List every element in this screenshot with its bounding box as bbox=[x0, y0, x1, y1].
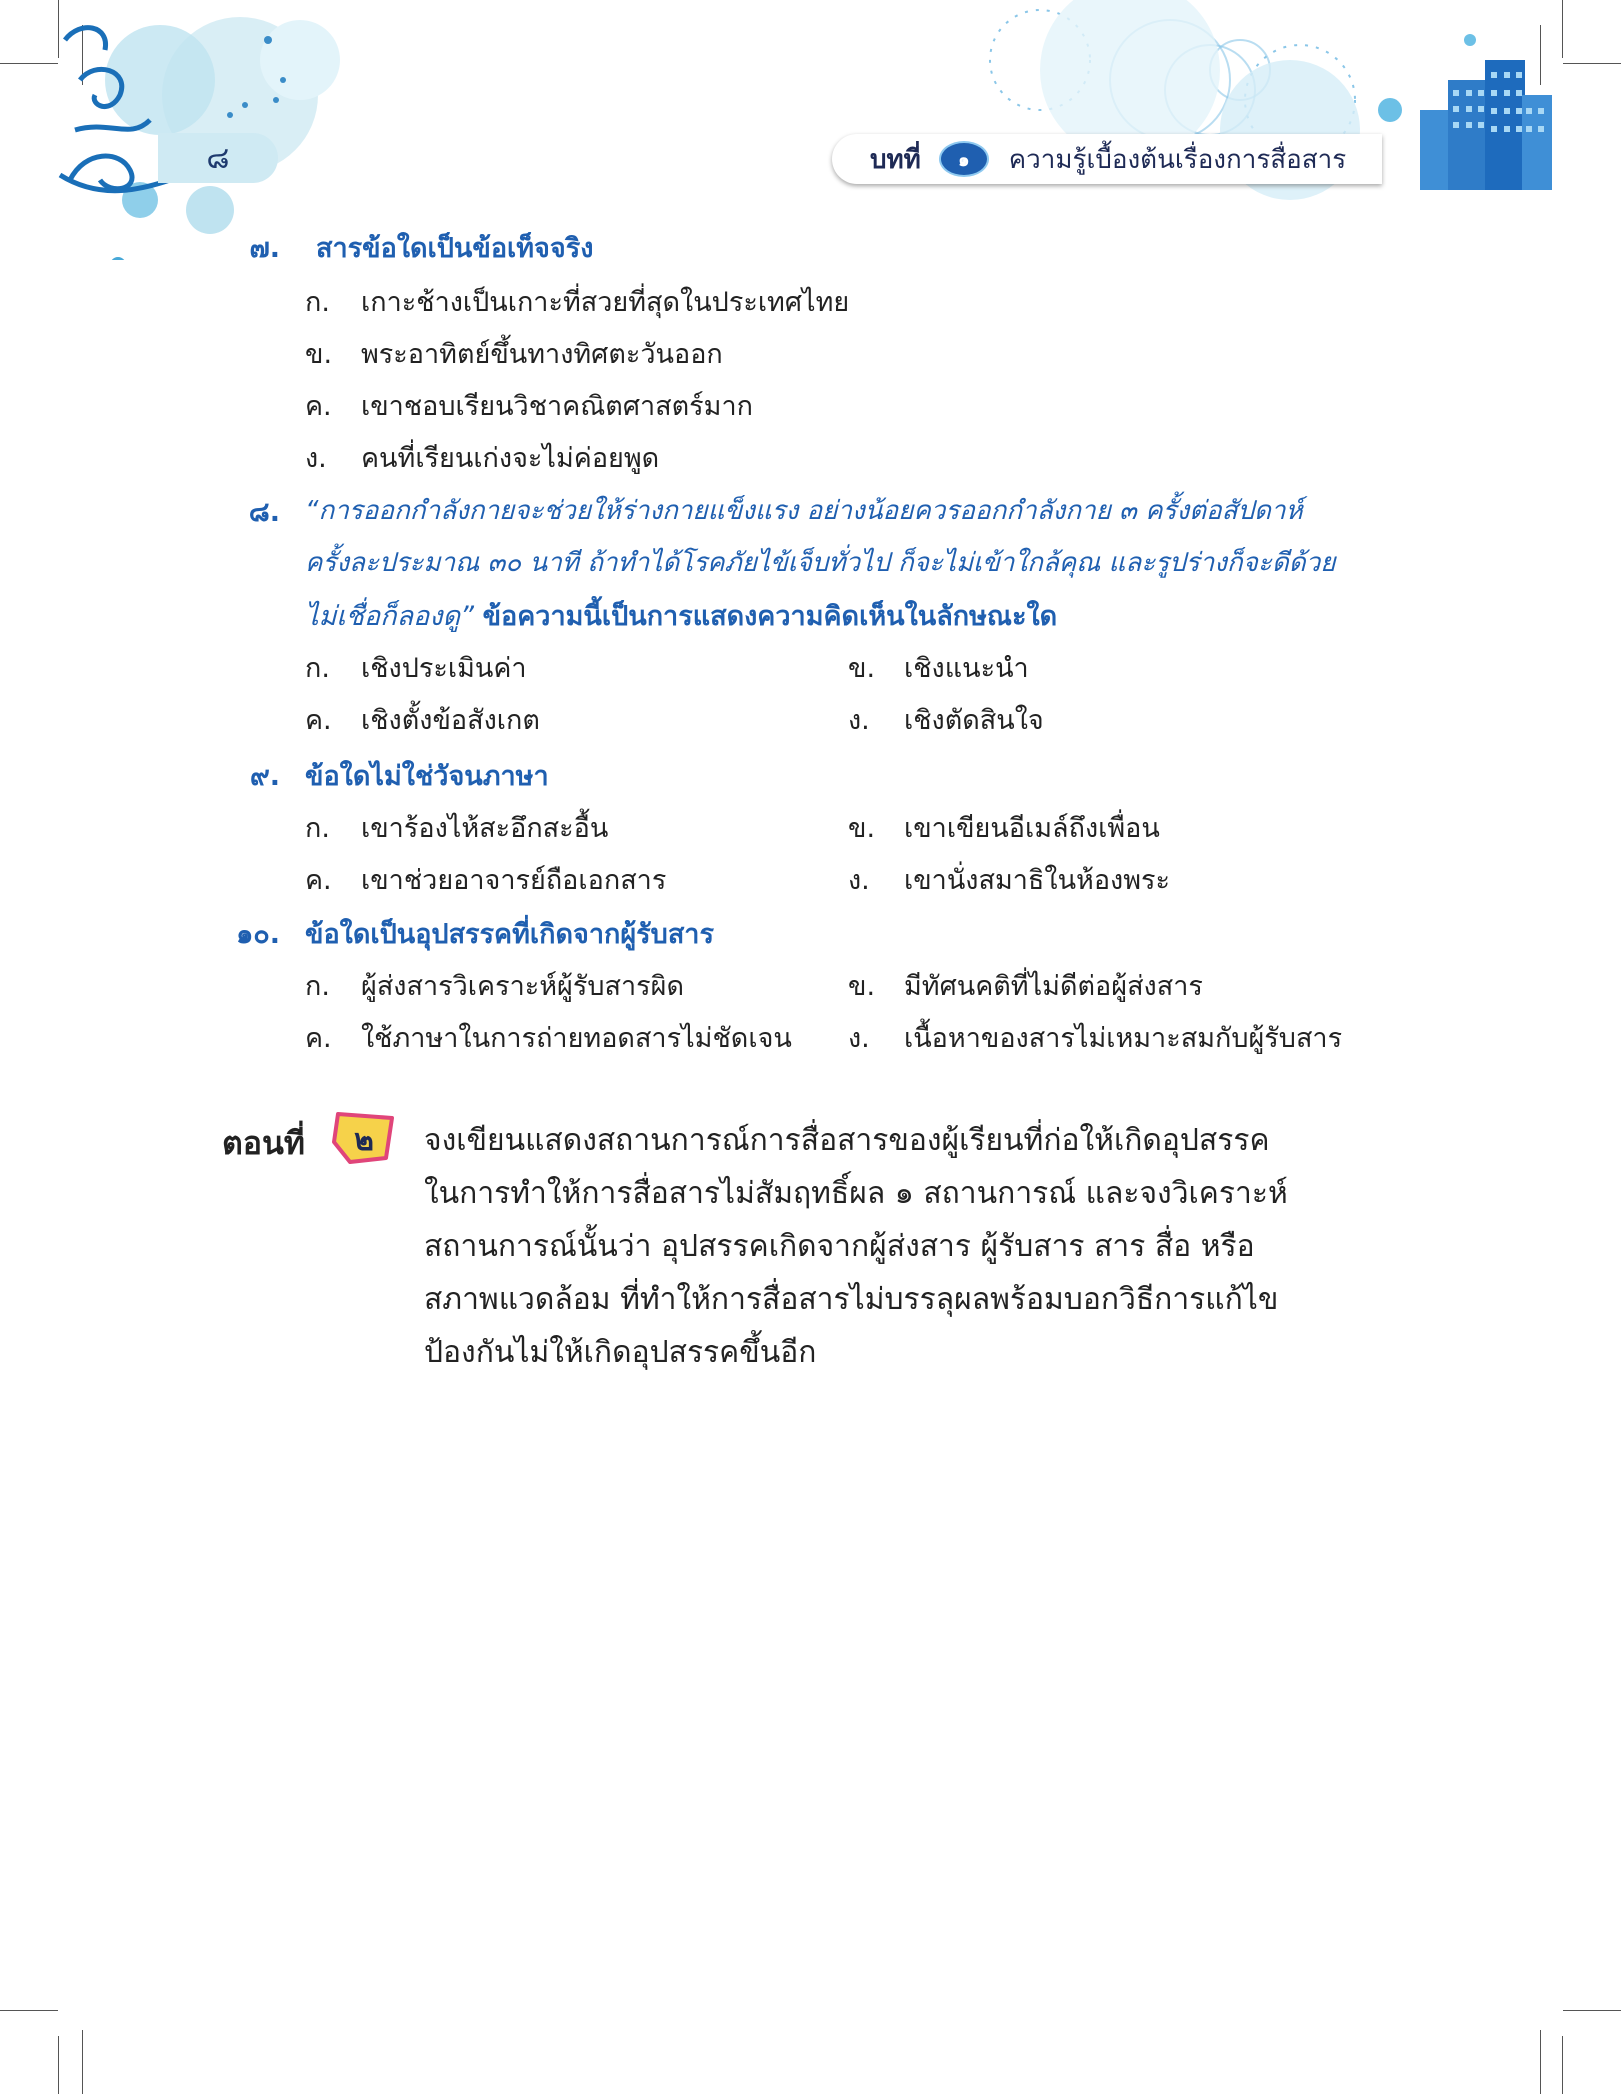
crop-mark bbox=[1562, 2036, 1563, 2094]
option-text: เชิงตั้งข้อสังเกต bbox=[361, 705, 540, 736]
option-text: คนที่เรียนเก่งจะไม่ค่อยพูด bbox=[361, 443, 660, 474]
chapter-word: บทที่ bbox=[870, 144, 921, 175]
option-item bbox=[305, 436, 659, 479]
option-label: ค. bbox=[305, 705, 332, 736]
part-number: ๒ bbox=[354, 1123, 374, 1158]
crop-mark bbox=[58, 2036, 59, 2094]
question-stem: ข้อใดเป็นอุปสรรคที่เกิดจากผู้รับสาร bbox=[305, 919, 714, 950]
option-label: ก. bbox=[305, 653, 330, 684]
option-item bbox=[305, 964, 684, 1007]
chapter-number-badge: ๑ bbox=[939, 141, 989, 177]
option-text: ใช้ภาษาในการถ่ายทอดสารไม่ชัดเจน bbox=[361, 1023, 792, 1054]
option-item bbox=[305, 698, 540, 741]
option-item bbox=[305, 280, 849, 323]
part-instruction bbox=[424, 1114, 1404, 1379]
question-stem-line bbox=[305, 594, 1057, 637]
crop-mark bbox=[1563, 2010, 1621, 2011]
question-number: ๑๐. bbox=[236, 919, 280, 950]
option-label: ง. bbox=[848, 705, 870, 736]
question-stem: ข้อใดไม่ใช่วัจนภาษา bbox=[305, 761, 549, 792]
option-item bbox=[848, 1016, 1342, 1059]
option-item bbox=[305, 384, 753, 427]
part-number-badge bbox=[330, 1108, 402, 1168]
option-label: ค. bbox=[305, 391, 332, 422]
instruction-line: จงเขียนแสดงสถานการณ์การสื่อสารของผู้เรียนที่ก่อให้เกิดอุปสรรค bbox=[424, 1123, 1270, 1158]
option-text: เขาชอบเรียนวิชาคณิตศาสตร์มาก bbox=[361, 391, 753, 422]
option-text: เกาะช้างเป็นเกาะที่สวยที่สุดในประเทศไทย bbox=[361, 287, 850, 318]
option-item bbox=[848, 858, 1170, 901]
option-label: ง. bbox=[848, 865, 870, 896]
chapter-header bbox=[832, 134, 1382, 184]
option-label: ค. bbox=[305, 865, 332, 896]
instruction-line: สภาพแวดล้อม ที่ทำให้การสื่อสารไม่บรรลุผลพร้อมบอกวิธีการแก้ไข bbox=[424, 1282, 1279, 1317]
option-label: ง. bbox=[848, 1023, 870, 1054]
question-number: ๘. bbox=[248, 497, 280, 528]
question-number: ๙. bbox=[249, 761, 280, 792]
crop-mark bbox=[0, 2010, 58, 2011]
question-quote-line: ครั้งละประมาณ ๓๐ นาที ถ้าทำได้โรคภัยไข้เจ็บทั่วไป ก็จะไม่เข้าใกล้คุณ และรูปร่างก็จะดีด้วย bbox=[305, 548, 1336, 578]
option-text: เชิงตัดสินใจ bbox=[904, 705, 1044, 736]
option-item bbox=[305, 646, 527, 689]
question-quote-end: ไม่เชื่อก็ลองดู” bbox=[305, 601, 474, 632]
option-text: พระอาทิตย์ขึ้นทางทิศตะวันออก bbox=[361, 339, 723, 370]
instruction-line: ป้องกันไม่ให้เกิดอุปสรรคขึ้นอีก bbox=[424, 1335, 817, 1370]
option-item bbox=[305, 806, 608, 849]
option-label: ค. bbox=[305, 1023, 332, 1054]
option-text: เขาเขียนอีเมล์ถึงเพื่อน bbox=[904, 813, 1160, 844]
option-text: เขานั่งสมาธิในห้องพระ bbox=[904, 865, 1171, 896]
option-label: ง. bbox=[305, 443, 327, 474]
option-label: ก. bbox=[305, 813, 330, 844]
question-quote-line: “การออกกำลังกายจะช่วยให้ร่างกายแข็งแรง อย่างน้อยควรออกกำลังกาย ๓ ครั้งต่อสัปดาห์ bbox=[305, 496, 1303, 526]
option-label: ก. bbox=[305, 287, 330, 318]
question-number: ๗. bbox=[249, 233, 280, 264]
question-stem: ข้อความนี้เป็นการแสดงความคิดเห็นในลักษณะใด bbox=[482, 601, 1058, 632]
option-item bbox=[305, 858, 666, 901]
crop-mark bbox=[1540, 2030, 1541, 2094]
option-text: เขาร้องไห้สะอึกสะอื้น bbox=[361, 813, 609, 844]
option-text: มีทัศนคติที่ไม่ดีต่อผู้ส่งสาร bbox=[904, 971, 1203, 1002]
option-item bbox=[848, 698, 1044, 741]
option-label: ข. bbox=[848, 971, 876, 1002]
option-text: ผู้ส่งสารวิเคราะห์ผู้รับสารผิด bbox=[361, 971, 684, 1002]
option-text: เชิงแนะนำ bbox=[904, 653, 1029, 684]
option-item bbox=[305, 1016, 792, 1059]
page-number: ๘ bbox=[158, 133, 278, 183]
header-decoration bbox=[0, 0, 1621, 260]
option-text: เขาช่วยอาจารย์ถือเอกสาร bbox=[361, 865, 667, 896]
option-item bbox=[305, 332, 723, 375]
option-item bbox=[848, 646, 1029, 689]
city-skyline bbox=[1420, 60, 1552, 190]
option-item bbox=[848, 806, 1160, 849]
option-text: เชิงประเมินค่า bbox=[361, 653, 527, 684]
chapter-title: ความรู้เบื้องต้นเรื่องการสื่อสาร bbox=[1008, 144, 1347, 175]
option-label: ข. bbox=[848, 653, 876, 684]
crop-mark bbox=[82, 2030, 83, 2094]
instruction-line: ในการทำให้การสื่อสารไม่สัมฤทธิ์ผล ๑ สถานการณ์ และจงวิเคราะห์ bbox=[424, 1176, 1288, 1211]
instruction-line: สถานการณ์นั้นว่า อุปสรรคเกิดจากผู้ส่งสาร ผู้รับสาร สาร สื่อ หรือ bbox=[424, 1229, 1255, 1264]
option-label: ข. bbox=[848, 813, 876, 844]
part-label: ตอนที่ bbox=[222, 1124, 305, 1162]
option-label: ข. bbox=[305, 339, 333, 370]
option-label: ก. bbox=[305, 971, 330, 1002]
question-stem: สารข้อใดเป็นข้อเท็จจริง bbox=[316, 233, 594, 264]
option-text: เนื้อหาของสารไม่เหมาะสมกับผู้รับสาร bbox=[904, 1023, 1343, 1054]
option-item bbox=[848, 964, 1203, 1007]
